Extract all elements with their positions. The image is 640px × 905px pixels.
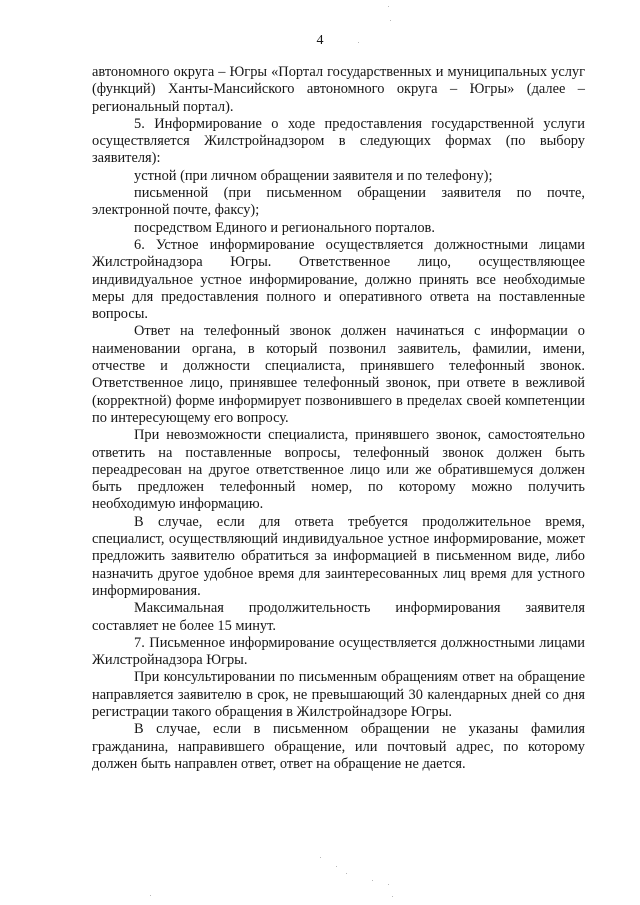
paragraph-item-5: 5. Информирование о ходе предоставления государственной услуги осуществляется Жилстройнадзором в следующих формах (по выбору заявителя):	[92, 115, 585, 167]
paragraph-written-deadline: При консультировании по письменным обращениям ответ на обращение направляется заявителю в срок, не превышающий 30 календарных дней со дня регистрации такого обращения в Жилстройнадзоре Югры.	[92, 669, 585, 720]
scan-speck	[388, 884, 389, 885]
scan-speck	[372, 880, 373, 881]
paragraph-long-answer: В случае, если для ответа требуется продолжительное время, специалист, осуществляющий индивидуальное устное информирование, может предложить заявителю обратиться за информацией в письменном виде, либо назначить другое удобное время для заинтересованных лиц время для устного информирования.	[92, 513, 585, 599]
scan-speck	[336, 866, 337, 867]
paragraph-phone-answer: Ответ на телефонный звонок должен начинаться с информации о наименовании органа, в который позвонил заявитель, фамилии, имени, отчестве и должности специалиста, принявшего телефонный звонок. Ответственное лицо, принявшее телефонный звонок, при ответе в вежливой (корректной) форме информирует позвонившего в пределах своей компетенции по интересующему его вопросу.	[92, 323, 585, 426]
paragraph-call-redirect: При невозможности специалиста, принявшего звонок, самостоятельно ответить на поставленные вопросы, телефонный звонок должен быть переадресован на другое ответственное лицо или же обратившемуся должен быть предложен телефонный номер, по которому можно получить необходимую информацию.	[92, 427, 585, 513]
scan-speck	[346, 873, 347, 874]
paragraph-max-duration: Максимальная продолжительность информирования заявителя составляет не более 15 минут.	[92, 600, 585, 634]
paragraph-regional-portal: автономного округа – Югры «Портал государственных и муниципальных услуг (функций) Ханты-Мансийского автономного округа – Югры» (далее – региональный портал).	[92, 64, 585, 115]
scan-speck	[390, 20, 391, 21]
document-body	[92, 64, 585, 773]
paragraph-no-answer: В случае, если в письменном обращении не указаны фамилия гражданина, направившего обращение, или почтовый адрес, по которому должен быть направлен ответ, ответ на обращение не дается.	[92, 721, 585, 772]
scan-speck	[388, 6, 389, 7]
scan-speck	[150, 895, 151, 896]
page-number: 4	[316, 33, 324, 48]
scan-speck	[358, 42, 359, 43]
paragraph-item-6: 6. Устное информирование осуществляется должностными лицами Жилстройнадзора Югры. Ответственное лицо, осуществляющее индивидуальное устное информирование, должно принять все необходимые меры для предоставления полного и оперативного ответа на поставленные вопросы.	[92, 236, 585, 323]
scan-speck	[320, 857, 321, 858]
scan-speck	[392, 896, 393, 897]
paragraph-oral-form: устной (при личном обращении заявителя и по телефону);	[134, 167, 493, 184]
paragraph-item-7: 7. Письменное информирование осуществляется должностными лицами Жилстройнадзора Югры.	[92, 634, 585, 669]
paragraph-written-form: письменной (при письменном обращении заявителя по почте, электронной почте, факсу);	[92, 185, 585, 219]
paragraph-portals-form: посредством Единого и регионального порталов.	[134, 219, 435, 236]
